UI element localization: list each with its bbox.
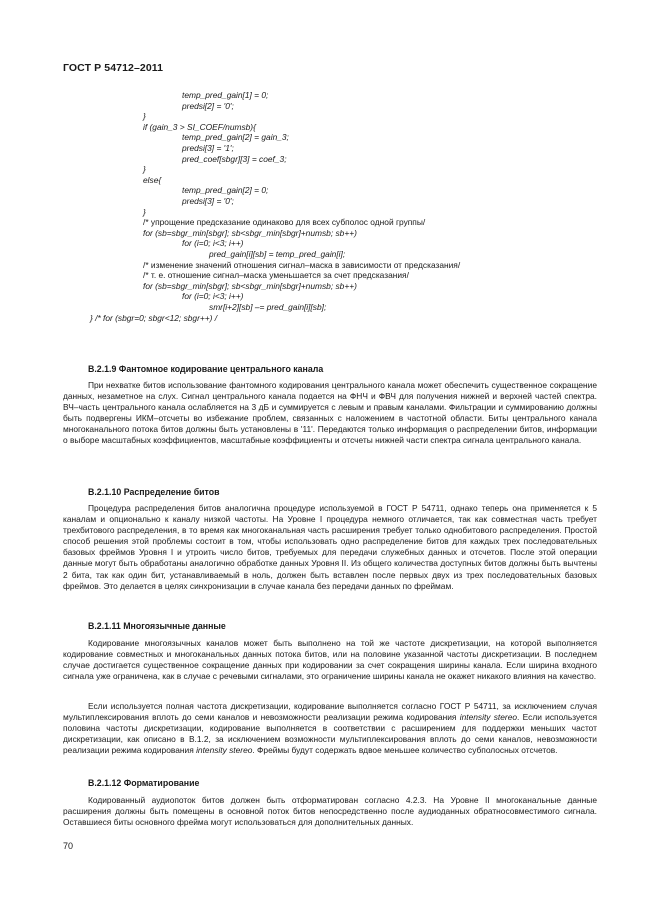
section-heading: B.2.1.9 Фантомное кодирование центрального канала (88, 364, 324, 374)
document-header: ГОСТ Р 54712–2011 (63, 62, 164, 74)
paragraph: Если используется полная частота дискретизации, кодирование выполняется согласно ГОСТ Р 54711, за исключением случая мультиплексирования вплоть до семи каналов и невозможности реализации режима кодирования intensity stereo. Если используется половина частоты дискретизации, кодирование выполняется в соответствии с расширением для поддержки меньших частот дискретизации, как описано в B.1.2, за исключением возможности мультиплексирования вплоть до семи каналов, невозможности реализации режима кодирования intensity stereo. Фреймы будут содержать вдвое меньшее количество субполосных отсчетов. (63, 701, 597, 756)
section-heading: B.2.1.10 Распределение битов (88, 487, 220, 497)
code-line: pred_gain[i][sb] = temp_pred_gain[i]; (209, 249, 346, 259)
code-line: predsi[2] = '0'; (182, 100, 234, 111)
code-line: predsi[3] = '0'; (182, 196, 234, 206)
code-line: pred_coef[sbgr][3] = coef_3; (182, 153, 287, 164)
code-line: if (gain_3 > SI_COEF/numsb){ (143, 121, 256, 132)
code-line: } /* for (sbgr=0; sbgr<12; sbgr++) / (90, 312, 218, 323)
code-line: smr[i+2][sb] –= pred_gain[i][sb]; (209, 302, 327, 312)
code-line: /* т. е. отношение сигнал–маска уменьшается за счет предсказания/ (143, 270, 409, 281)
italic-term: intensity stereo (196, 745, 253, 756)
section-heading: B.2.1.11 Многоязычные данные (88, 621, 226, 631)
code-line: for (sb=sbgr_min[sbgr]; sb<sbgr_min[sbgr]+numsb; sb++) (143, 227, 357, 238)
page-number: 70 (63, 841, 74, 851)
code-line: for (i=0; i<3; i++) (182, 291, 244, 302)
paragraph: Процедура распределения битов аналогична процедуре используемой в ГОСТ Р 54711, однако теперь она применяется к 5 каналам и опционально к каналу низкой частоты. На Уровне I процедура немного отличается, так как совместная часть требует трехбитового распределения, в то время как многоканальная часть расширения требует только однобитового распределения. Простой способ решения этой проблемы состоит в том, чтобы использовать одно распределение битов для каждых трех последовательных базовых фреймов Уровня I и утроить число битов, требуемых для передачи служебных данных и отсчетов. После этой операции данные могут быть обработаны аналогично обработке данных Уровня II. Из общего количества доступных битов должны быть вычтены 2 бита, так как один бит, устанавливаемый в ноль, должен быть вставлен после первых двух из трех последовательных базовых фреймов. Это делается в целях синхронизации в случае канала без передачи данных по фреймам. (63, 503, 597, 591)
paragraph: Кодированный аудиопоток битов должен быть отформатирован согласно 4.2.3. На Уровне II многоканальные данные расширения должны быть помещены в основной поток битов непосредственно после аудиоданных обратносовместимого сигнала. Оставшиеся биты основного фрейма могут использоваться для дополнительных данных. (63, 795, 597, 828)
paragraph: При нехватке битов использование фантомного кодирования центрального канала может обеспечить существенное сокращение данных, незаметное на слух. Сигнал центрального канала подается на ФНЧ и ФВЧ для получения нижней и верхней частей спектра. ВЧ–часть центрального канала ослабляется на 3 дБ и суммируется с левым и правым каналами. Фильтрации и суммированию должны быть подвергены ИКМ–отсчеты во избежание проблем, связанных с наложением в частотной области. Биты центрального канала многоканального потока битов должны быть установлены в '11'. Передаются только информация о распределении битов, информации о выборе масштабных коэффициентов, масштабные коэффициенты и отсчеты нижней части спектра сигнала центрального канала. (63, 380, 597, 446)
code-line: temp_pred_gain[2] = gain_3; (182, 132, 289, 143)
section-heading: B.2.1.12 Форматирование (88, 778, 200, 788)
code-line: } (143, 111, 146, 122)
code-line: else{ (143, 174, 162, 185)
code-line: for (i=0; i<3; i++) (182, 238, 244, 249)
code-line: for (sb=sbgr_min[sbgr]; sb<sbgr_min[sbgr]+numsb; sb++) (143, 280, 357, 291)
code-line: predsi[3] = '1'; (182, 143, 234, 153)
italic-term: intensity stereo (459, 712, 518, 723)
code-line: /* изменение значений отношения сигнал–маска в зависимости от предсказания/ (143, 259, 461, 270)
code-line: temp_pred_gain[2] = 0; (182, 185, 269, 196)
code-line: /* упрощение предсказание одинаково для всех субполос одной группы/ (143, 217, 426, 228)
code-line: } (143, 164, 146, 175)
paragraph: Кодирование многоязычных каналов может быть выполнено на той же частоте дискретизации, на которой выполняется кодирование совместных и многоканальных данных потока битов, или на половине указанной частоты дискретизации. В последнем случае достигается существенное сокращение данных при кодировании за счет сокращения ширины канала. Если ширина входного сигнала уже ограничена, как в случае с речевыми сигналами, это ограничение ширины канала не окажет никакого влияния на качество. (63, 638, 597, 682)
code-line: temp_pred_gain[1] = 0; (182, 90, 269, 100)
code-line: } (143, 206, 146, 217)
